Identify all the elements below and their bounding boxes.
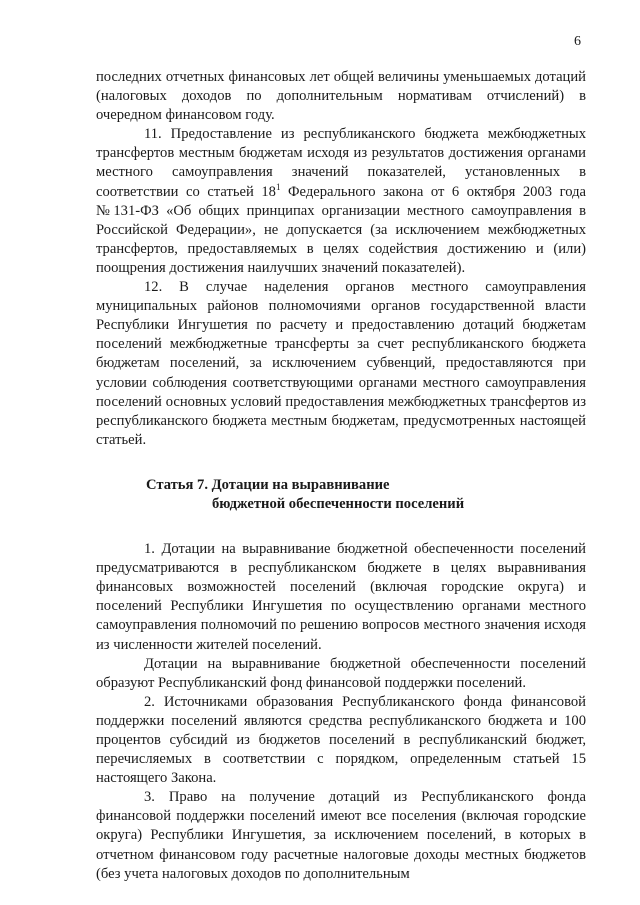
article-paragraph-1: 1. Дотации на выравнивание бюджетной обеспеченности поселений предусматриваются в республиканском бюджете в целях выравнивания финансовых возможностей поселений (включая городские округа) и поселений Республики Ингушетия по осуществлению органами местного самоуправления полномочий по решению вопросов местного значения исходя из численности жителей поселений. <box>96 541 586 653</box>
spacer <box>96 450 586 476</box>
paragraph-12: 12. В случае наделения органов местного самоуправления муниципальных районов полномочиями органов государственной власти Республики Ингушетия по расчету и предоставлению дотаций бюджетам поселений межбюджетные трансферты за счет республиканского бюджета бюджетам поселений, за исключением субвенций, предоставляются при условии соблюдения соответствующими органами местного самоуправления поселений основных условий предоставления межбюджетных трансфертов из республиканского бюджета местным бюджетам, предусмотренных настоящей статьей. <box>96 279 586 448</box>
paragraph-11-text-b: Федерального закона от 6 октября 2003 года №131-ФЗ «Об общих принципах организации местного самоуправления в Российской Федерации», не допускается (за исключением межбюджетных трансфертов, предоставляемых в целях содействия достижению и (или) поощрения достижения наилучших значений показателей). <box>96 183 586 276</box>
article-paragraph-2: 2. Источниками образования Республиканского фонда финансовой поддержки поселений являются средства республиканского бюджета и 100 процентов субсидий из бюджетов поселений в республиканский бюджет, перечисляемых в соответствии с порядком, определенным статьей 15 настоящего Закона. <box>96 693 586 787</box>
footnote-superscript: 1 <box>275 181 281 192</box>
spacer <box>96 514 586 540</box>
paragraph-11 <box>96 125 586 278</box>
article-paragraph-1b: Дотации на выравнивание бюджетной обеспеченности поселений образуют Республиканский фонд финансовой поддержки поселений. <box>96 655 586 691</box>
article-heading-line2: бюджетной обеспеченности поселений <box>212 495 465 512</box>
document-body <box>96 68 586 884</box>
paragraph-11-text-a: 11. Предоставление из республиканского бюджета межбюджетных трансфертов местным бюджетам исходя из результатов достижения органами местного самоуправления значений показателей, установленных в соответствии со статьей 18 <box>96 126 586 200</box>
article-paragraph-3: 3. Право на получение дотаций из Республиканского фонда финансовой поддержки поселений имеют все поселения (включая городские округа) Республики Ингушетия, за исключением поселений, в которых в отчетном финансовом году расчетные налоговые доходы местных бюджетов (без учета налоговых доходов по дополнительным <box>96 789 586 882</box>
paragraph-continuation: последних отчетных финансовых лет общей величины уменьшаемых дотаций (налоговых доходов по дополнительным нормативам отчислений) в очередном финансовом году. <box>96 69 586 124</box>
page-number: 6 <box>574 34 581 49</box>
article-heading-line1: Статья 7. Дотации на выравнивание <box>146 476 390 493</box>
